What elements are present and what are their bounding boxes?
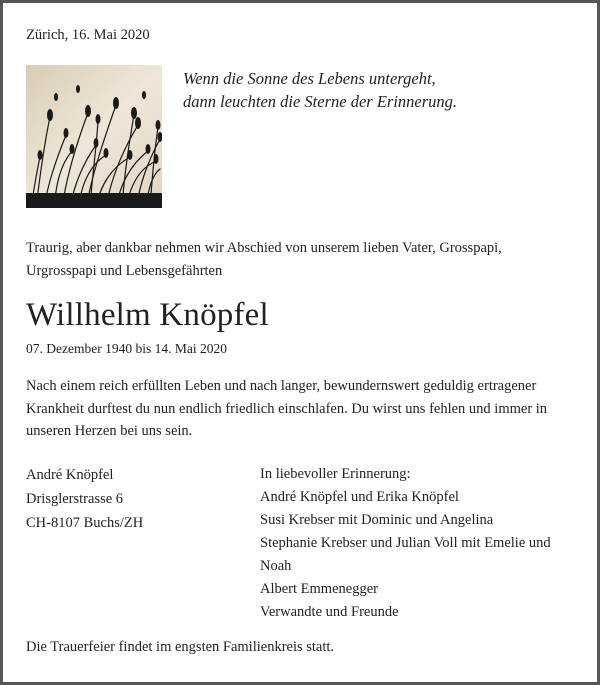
intro-text: Traurig, aber dankbar nehmen wir Abschied von unserem lieben Vater, Grosspapi, Urgrosspapi und Lebensgefährten: [26, 240, 502, 279]
date-line: Zürich, 16. Mai 2020: [26, 27, 150, 43]
mourner-line: Albert Emmenegger: [260, 581, 378, 597]
funeral-note: Die Trauerfeier findet im engsten Familienkreis statt.: [26, 639, 335, 655]
contact-city: CH-8107 Buchs/ZH: [26, 515, 144, 531]
contact-street: Drisglerstrasse 6: [26, 491, 124, 507]
mourner-line: Susi Krebser mit Dominic und Angelina: [260, 512, 494, 528]
contact-name: André Knöpfel: [26, 467, 114, 483]
deceased-name: Willhelm Knöpfel: [26, 297, 269, 333]
farewell-text: Nach einem reich erfüllten Leben und nach langer, bewundernswert geduldig ertragener Krankheit durftest du nun endlich friedlich einschlafen. Du wirst uns fehlen und immer in unseren Herzen bei uns sein.: [26, 378, 548, 439]
mourner-line: André Knöpfel und Erika Knöpfel: [260, 489, 459, 505]
mourners-list: [260, 463, 580, 624]
grass-silhouette-photo: [26, 65, 162, 208]
memorial-quote: [183, 67, 457, 113]
quote-line-2: dann leuchten die Sterne der Erinnerung.: [183, 92, 458, 111]
quote-line-1: Wenn die Sonne des Lebens untergeht,: [183, 69, 436, 88]
life-dates: 07. Dezember 1940 bis 14. Mai 2020: [26, 341, 227, 356]
mourners-heading: In liebevoller Erinnerung:: [260, 466, 411, 482]
mourner-line: Stephanie Krebser und Julian Voll mit Emelie und Noah: [260, 535, 551, 574]
contact-address: [26, 463, 143, 535]
mourner-line: Verwandte und Freunde: [260, 604, 399, 620]
